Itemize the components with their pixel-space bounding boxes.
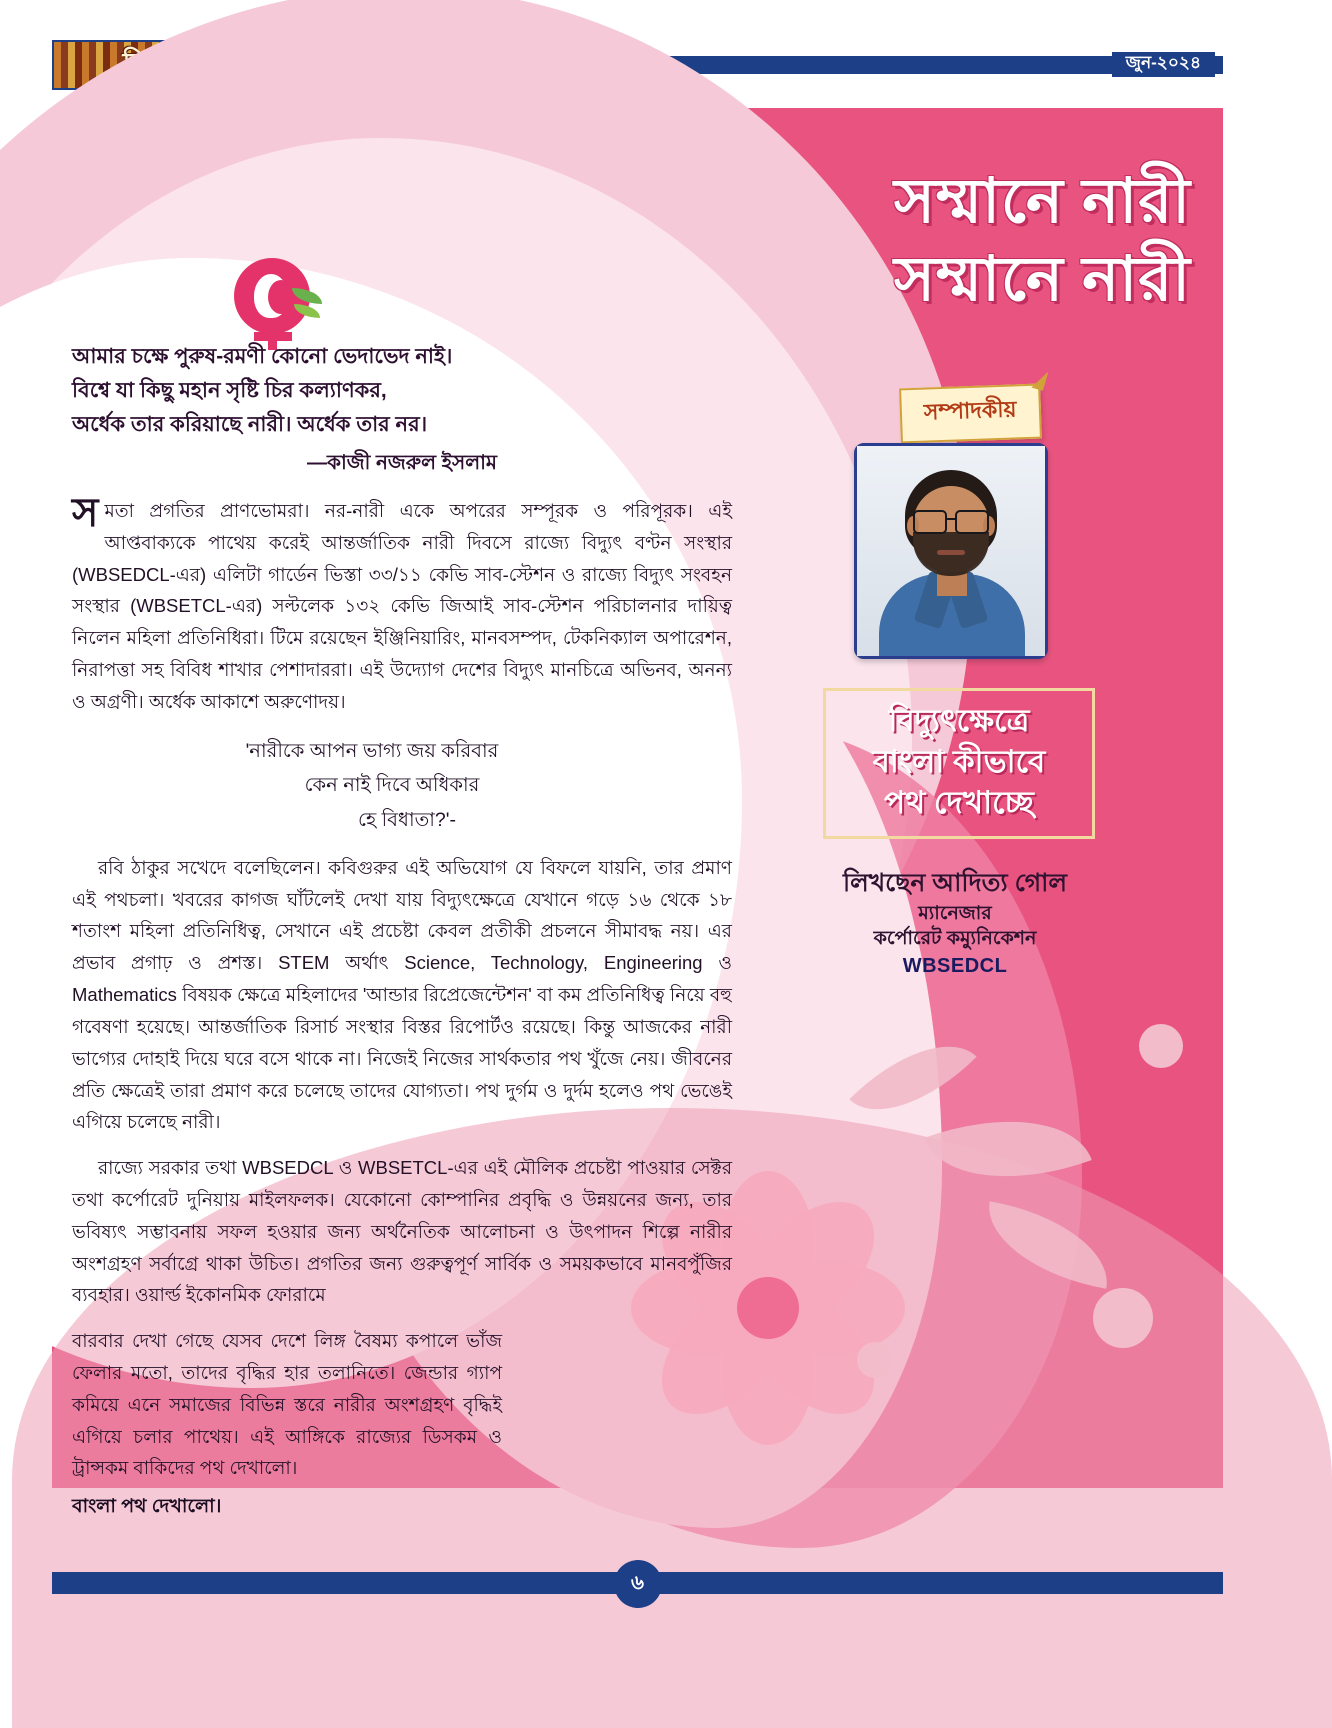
editorial-ribbon-label: সম্পাদকীয় xyxy=(923,396,1018,425)
author-byline xyxy=(805,868,1105,978)
headline-line-3: পথ দেখাচ্ছে xyxy=(884,784,1034,820)
issue-date: জুন-২০২৪ xyxy=(1112,52,1215,77)
poem-line-2: কেন নাই দিবে অধিকার xyxy=(304,774,480,797)
quote-line-2: বিশ্বে যা কিছু মহান সৃষ্টি চির কল্যাণকর, xyxy=(72,379,387,403)
closing-line: বাংলা পথ দেখালো। xyxy=(72,1496,222,1518)
opening-quote xyxy=(72,340,732,442)
poem-line-1: 'নারীকে আপন ভাগ্য জয় করিবার xyxy=(245,739,499,762)
article-title xyxy=(591,160,1191,321)
paragraph-1-text: মতা প্রগতির প্রাণভোমরা। নর-নারী একে অপরের সম্পূরক ও পরিপূরক। এই আপ্তবাক্যকে পাথেয় করেই আন্তর্জাতিক নারী দিবসে রাজ্যে বিদ্যুৎ বণ্টন সংস্থার (WBSEDCL-এর) এলিটা গার্ডেন ভিস্তা ৩৩/১১ কেভি সাব-স্টেশন ও রাজ্যে বিদ্যুৎ সংবহন সংস্থার (WBSETCL-এর) সল্টলেক ১৩২ কেভি জিআই সাব-স্টেশন পরিচালনার দায়িত্ব নিলেন মহিলা প্রতিনিধিরা। টিমে রয়েছেন ইঞ্জিনিয়ারিং, মানবসম্পদ, টেকনিক্যাল অপারেশন, নিরাপত্তা সহ বিবিধ শাখার পেশাদাররা। এই উদ্যোগ দেশের বিদ্যুৎ মানচিত্রে অভিনব, অনন্য ও অগ্রণী। অর্ধেক আকাশে অরুণোদয়। xyxy=(72,500,732,712)
poem-line-3: হে বিধাতা?'- xyxy=(358,809,456,832)
author-department: কর্পোরেট কম্যুনিকেশন xyxy=(873,927,1037,949)
bud-decor-1 xyxy=(1093,1288,1153,1348)
women-symbol-icon xyxy=(234,258,328,352)
editorial-ribbon xyxy=(899,384,1041,444)
quote-line-3: অর্ধেক তার করিয়াছে নারী। অর্ধেক তার নর। xyxy=(72,413,428,437)
headline-line-2: বাংলা কীভাবে xyxy=(872,743,1046,779)
paragraph-2: রবি ঠাকুর সখেদে বলেছিলেন। কবিগুরুর এই অভিযোগ যে বিফলে যায়নি, তার প্রমাণ এই পথচলা। খবরের কাগজ ঘাঁটলেই দেখা যায় বিদ্যুৎক্ষেত্রে যেখানে গড়ে ১৬ থেকে ১৮ শতাংশ মহিলা প্রতিনিধিত্ব, সেখানে এই প্রচেষ্টা কেবল প্রতীকী প্রচলনে সীমাবদ্ধ নয়। এর প্রভাব প্রগাঢ় ও প্রশস্ত। STEM অর্থাৎ Science, Technology, Engineering ও Mathematics বিষয়ক ক্ষেত্রে মহিলাদের 'আন্ডার রিপ্রেজেন্টেশন' বা কম প্রতিনিধিত্ব নিয়ে বহু গবেষণা হয়েছে। আন্তর্জাতিক রিসার্চ সংস্থার বিস্তর রিপোর্টও রয়েছে। কিন্তু আজকের নারী ভাগ্যের দোহাই দিয়ে ঘরে বসে থাকে না। নিজেই নিজের সার্থকতার পথ খুঁজে নেয়। জীবনের প্রতি ক্ষেত্রেই তারা প্রমাণ করে চলেছে তাদের যোগ্যতা। পথ দুর্গম ও দুর্দম হলেও পথ ভেঙেই এগিয়ে চলেছে নারী। xyxy=(72,856,732,1133)
author-designation: ম্যানেজার xyxy=(918,903,992,925)
author-portrait-photo xyxy=(854,443,1048,659)
article-title-line-2: সম্মানে নারী xyxy=(894,244,1191,314)
paragraph-3: রাজ্যে সরকার তথা WBSEDCL ও WBSETCL-এর এই মৌলিক প্রচেষ্টা পাওয়ার সেক্টর তথা কর্পোরেট দুনিয়ায় মাইলফলক। যেকোনো কোম্পানির প্রবৃদ্ধি ও উন্নয়নের জন্য, তার ভবিষ্যৎ সম্ভাবনায় সফল হওয়ার জন্য অর্থনৈতিক আলোচনা ও উৎপাদন শিল্পে নারীর অংশগ্রহণ সর্বাগ্রে থাকা উচিত। প্রগতির জন্য গুরুত্বপূর্ণ সার্বিক ও সময়কভাবে মানবপুঁজির ব্যবহার। ওয়ার্ল্ড ইকোনমিক ফোরামে xyxy=(72,1157,732,1306)
page-number: ৬ xyxy=(614,1560,662,1608)
author-organisation: WBSEDCL xyxy=(902,954,1008,977)
quote-line-1: আমার চক্ষে পুরুষ-রমণী কোনো ভেদাভেদ নাই। xyxy=(72,345,453,368)
quote-attribution: —কাজী নজরুল ইসলাম xyxy=(306,452,498,475)
bud-decor-3 xyxy=(857,1342,893,1378)
paragraph-4: বারবার দেখা গেছে যেসব দেশে লিঙ্গ বৈষম্য কপালে ভাঁজ ফেলার মতো, তাদের বৃদ্ধির হার তলানিতে। জেন্ডার গ্যাপ কমিয়ে এনে সমাজের বিভিন্ন স্তরে নারীর অংশগ্রহণ বৃদ্ধিই এগিয়ে চলার পাথেয়। এই আঙ্গিকে রাজ্যের ডিসকম ও ট্রান্সকম বাকিদের পথ দেখালো। xyxy=(72,1330,502,1479)
drop-cap: স xyxy=(72,491,99,536)
headline-line-1: বিদ্যুৎক্ষেত্রে xyxy=(888,703,1030,738)
poem-block xyxy=(72,734,732,838)
article-title-line-1: সম্মানে নারী xyxy=(894,167,1191,236)
article-headline-box xyxy=(823,688,1095,839)
article-panel xyxy=(52,108,1223,1518)
paragraph-1 xyxy=(72,491,732,718)
author-name: লিখছেন আদিত্য গোল xyxy=(842,869,1068,897)
article-body xyxy=(72,340,732,1524)
bud-decor-2 xyxy=(1139,1024,1183,1068)
